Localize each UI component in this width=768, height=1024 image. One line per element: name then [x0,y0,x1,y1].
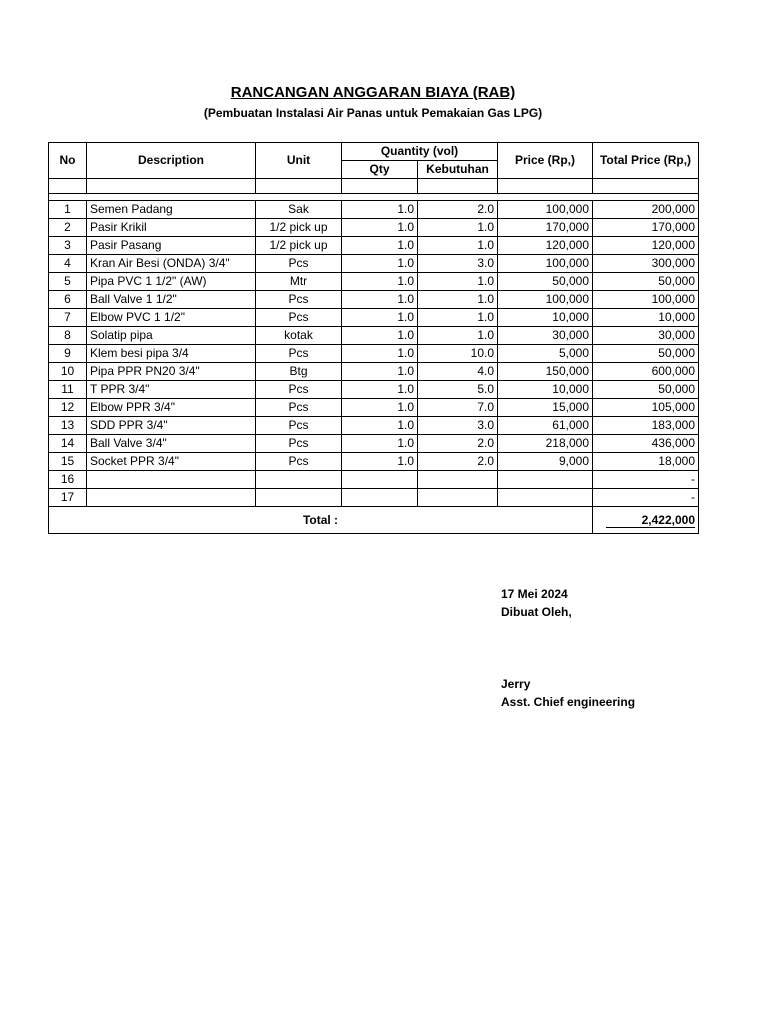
table-row [49,237,699,255]
cell-no: 16 [49,471,87,489]
cell-unit: 1/2 pick up [256,219,342,237]
cell-unit: Pcs [256,381,342,399]
cell-total: 200,000 [593,201,699,219]
cell-description: Solatip pipa [87,327,256,345]
header-no: No [49,143,87,179]
cell-price: 50,000 [498,273,593,291]
cell-no: 5 [49,273,87,291]
cell-unit: Sak [256,201,342,219]
header-price: Price (Rp,) [498,143,593,179]
cell-kebutuhan [418,489,498,507]
cell-kebutuhan: 4.0 [418,363,498,381]
cell-qty: 1.0 [342,363,418,381]
cell-price: 30,000 [498,327,593,345]
cell-price: 61,000 [498,417,593,435]
cell-no: 4 [49,255,87,273]
cell-price: 9,000 [498,453,593,471]
cell-price: 218,000 [498,435,593,453]
cell-kebutuhan: 1.0 [418,219,498,237]
header-description: Description [87,143,256,179]
cell-no: 7 [49,309,87,327]
signature-made-by: Dibuat Oleh, [501,605,572,619]
cell-price: 100,000 [498,291,593,309]
cell-no: 3 [49,237,87,255]
cell-total: 30,000 [593,327,699,345]
cell-total: 300,000 [593,255,699,273]
cell-kebutuhan: 1.0 [418,327,498,345]
cell-description [87,489,256,507]
table-row [49,453,699,471]
cell-unit: Pcs [256,453,342,471]
cell-no: 8 [49,327,87,345]
cell-qty: 1.0 [342,381,418,399]
table-row [49,417,699,435]
table-row [49,291,699,309]
total-amount: 2,422,000 [606,513,695,528]
cell-qty: 1.0 [342,453,418,471]
cell-description: Elbow PVC 1 1/2" [87,309,256,327]
cell-kebutuhan: 1.0 [418,291,498,309]
cell-qty: 1.0 [342,273,418,291]
cell-total: 50,000 [593,381,699,399]
cell-description: Pasir Krikil [87,219,256,237]
table-row [49,201,699,219]
table-row [49,345,699,363]
blank-row [49,179,699,194]
table-row [49,489,699,507]
cell-total: 170,000 [593,219,699,237]
document-subtitle: (Pembuatan Instalasi Air Panas untuk Pemakaian Gas LPG) [203,106,543,120]
cell-description: Klem besi pipa 3/4 [87,345,256,363]
table-row [49,435,699,453]
cell-qty: 1.0 [342,399,418,417]
cell-kebutuhan: 2.0 [418,435,498,453]
cell-price: 150,000 [498,363,593,381]
header-total-price: Total Price (Rp,) [593,143,699,179]
cell-description: Pipa PVC 1 1/2" (AW) [87,273,256,291]
cell-qty: 1.0 [342,255,418,273]
table-row [49,273,699,291]
document-title: RANCANGAN ANGGARAN BIAYA (RAB) [230,84,516,101]
table-row [49,309,699,327]
header-qty: Qty [342,161,418,179]
cell-kebutuhan [418,471,498,489]
cell-kebutuhan: 3.0 [418,417,498,435]
cell-description: T PPR 3/4" [87,381,256,399]
signature-name: Jerry [501,677,531,691]
cell-total: 436,000 [593,435,699,453]
table-row [49,363,699,381]
cell-description [87,471,256,489]
cell-unit [256,489,342,507]
cell-no: 15 [49,453,87,471]
cell-price: 10,000 [498,381,593,399]
cell-unit: Btg [256,363,342,381]
cell-total: 600,000 [593,363,699,381]
cell-unit: Pcs [256,309,342,327]
cell-price [498,489,593,507]
cell-no: 6 [49,291,87,309]
table-row [49,255,699,273]
cell-total: 100,000 [593,291,699,309]
cell-no: 10 [49,363,87,381]
cell-no: 9 [49,345,87,363]
cell-description: Kran Air Besi (ONDA) 3/4" [87,255,256,273]
cell-unit: Pcs [256,291,342,309]
table-row [49,399,699,417]
total-amount-cell [593,507,699,534]
signature-position: Asst. Chief engineering [501,695,636,709]
cell-description: Pipa PPR PN20 3/4" [87,363,256,381]
cell-price: 120,000 [498,237,593,255]
cell-total: 18,000 [593,453,699,471]
header-kebutuhan: Kebutuhan [418,161,498,179]
cell-description: SDD PPR 3/4" [87,417,256,435]
cell-unit: Pcs [256,255,342,273]
cell-unit: Pcs [256,435,342,453]
cell-total: 50,000 [593,273,699,291]
cell-kebutuhan: 7.0 [418,399,498,417]
cell-price [498,471,593,489]
total-label: Total : [49,507,593,534]
cell-price: 100,000 [498,255,593,273]
cell-unit: Pcs [256,345,342,363]
cell-price: 5,000 [498,345,593,363]
cell-qty: 1.0 [342,219,418,237]
cell-qty: 1.0 [342,345,418,363]
cell-unit: Pcs [256,417,342,435]
cell-no: 1 [49,201,87,219]
cell-description: Ball Valve 3/4" [87,435,256,453]
cell-no: 11 [49,381,87,399]
cell-unit: Pcs [256,399,342,417]
cell-total: - [593,489,699,507]
table-row [49,471,699,489]
cell-description: Ball Valve 1 1/2" [87,291,256,309]
cell-kebutuhan: 3.0 [418,255,498,273]
cell-qty [342,471,418,489]
cell-unit: kotak [256,327,342,345]
cell-kebutuhan: 1.0 [418,309,498,327]
cell-price: 10,000 [498,309,593,327]
cell-kebutuhan: 1.0 [418,273,498,291]
cell-price: 15,000 [498,399,593,417]
cell-description: Elbow PPR 3/4" [87,399,256,417]
cell-total: 10,000 [593,309,699,327]
cell-total: 120,000 [593,237,699,255]
cell-qty [342,489,418,507]
cell-kebutuhan: 10.0 [418,345,498,363]
total-row [49,507,699,534]
cell-no: 14 [49,435,87,453]
cell-price: 170,000 [498,219,593,237]
signature-date: 17 Mei 2024 [501,587,568,601]
header-quantity: Quantity (vol) [342,143,498,161]
cell-description: Semen Padang [87,201,256,219]
cell-qty: 1.0 [342,435,418,453]
cell-no: 13 [49,417,87,435]
cell-unit [256,471,342,489]
cell-qty: 1.0 [342,327,418,345]
cell-kebutuhan: 2.0 [418,453,498,471]
cell-qty: 1.0 [342,201,418,219]
cell-description: Pasir Pasang [87,237,256,255]
cell-kebutuhan: 1.0 [418,237,498,255]
cell-qty: 1.0 [342,417,418,435]
rab-table [48,142,699,534]
cell-qty: 1.0 [342,237,418,255]
cell-total: 105,000 [593,399,699,417]
cell-total: 183,000 [593,417,699,435]
cell-kebutuhan: 2.0 [418,201,498,219]
cell-total: 50,000 [593,345,699,363]
table-row [49,327,699,345]
cell-qty: 1.0 [342,309,418,327]
cell-description: Socket PPR 3/4" [87,453,256,471]
spacer-row [49,194,699,201]
cell-unit: 1/2 pick up [256,237,342,255]
table-row [49,381,699,399]
cell-kebutuhan: 5.0 [418,381,498,399]
cell-price: 100,000 [498,201,593,219]
cell-no: 17 [49,489,87,507]
header-unit: Unit [256,143,342,179]
cell-no: 2 [49,219,87,237]
cell-unit: Mtr [256,273,342,291]
cell-no: 12 [49,399,87,417]
cell-total: - [593,471,699,489]
table-row [49,219,699,237]
cell-qty: 1.0 [342,291,418,309]
